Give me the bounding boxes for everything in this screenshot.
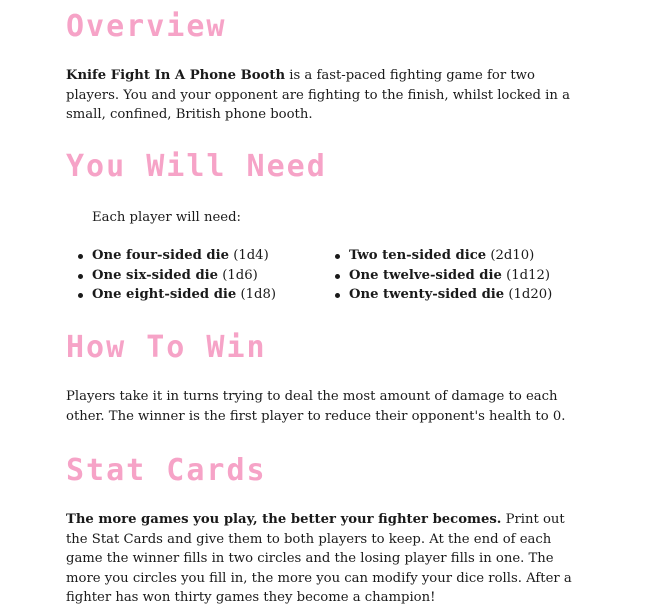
- list-item: [78, 246, 276, 266]
- dice-list-left: [78, 246, 276, 305]
- list-item: [78, 266, 276, 286]
- how-to-win-paragraph: Players take it in turns trying to deal the most amount of damage to each other. The winner is the first player to reduce their opponent's health to 0.: [66, 389, 566, 424]
- dice-name: One eight-sided die: [92, 287, 237, 302]
- stat-cards-heading: Stat Cards: [66, 453, 267, 488]
- list-item: [335, 266, 552, 286]
- stat-cards-paragraph: [66, 510, 586, 608]
- how-to-win-heading: How To Win: [66, 330, 267, 365]
- list-item: [335, 285, 552, 305]
- dice-code: (1d6): [218, 267, 258, 283]
- dice-list-right: [335, 246, 552, 305]
- you-will-need-heading: You Will Need: [66, 149, 327, 184]
- dice-code: (1d20): [504, 287, 553, 302]
- overview-heading: Overview: [66, 9, 227, 44]
- overview-paragraph: [66, 66, 586, 125]
- dice-code: (2d10): [486, 248, 535, 263]
- dice-name: Two ten-sided dice: [349, 248, 487, 263]
- dice-name: One six-sided die: [92, 267, 219, 283]
- overview-text: is a fast-paced fighting game for two players. You and your opponent are fighting to the finish, whilst locked in a small, confined, British phone booth.: [66, 68, 570, 122]
- list-item: [78, 285, 276, 305]
- dice-name: One twelve-sided die: [349, 267, 502, 283]
- dice-code: (1d8): [236, 287, 277, 302]
- dice-name: One four-sided die: [92, 248, 230, 263]
- dice-name: One twenty-sided die: [349, 287, 505, 302]
- game-title: Knife Fight In A Phone Booth: [66, 68, 286, 83]
- stat-cards-lead: The more games you play, the better your fighter becomes.: [66, 512, 502, 527]
- dice-code: (1d12): [501, 267, 551, 283]
- list-item: [335, 246, 552, 266]
- need-intro: Each player will need:: [92, 210, 241, 225]
- stat-cards-text: Print out the Stat Cards and give them to both players to keep. At the end of each game the winner fills in two circles and the losing player fills in one. The more you circles you fill in, the more you can modify your dice rolls. After a fighter has won thirty games they become a champion!: [66, 512, 572, 605]
- dice-code: (1d4): [229, 248, 269, 263]
